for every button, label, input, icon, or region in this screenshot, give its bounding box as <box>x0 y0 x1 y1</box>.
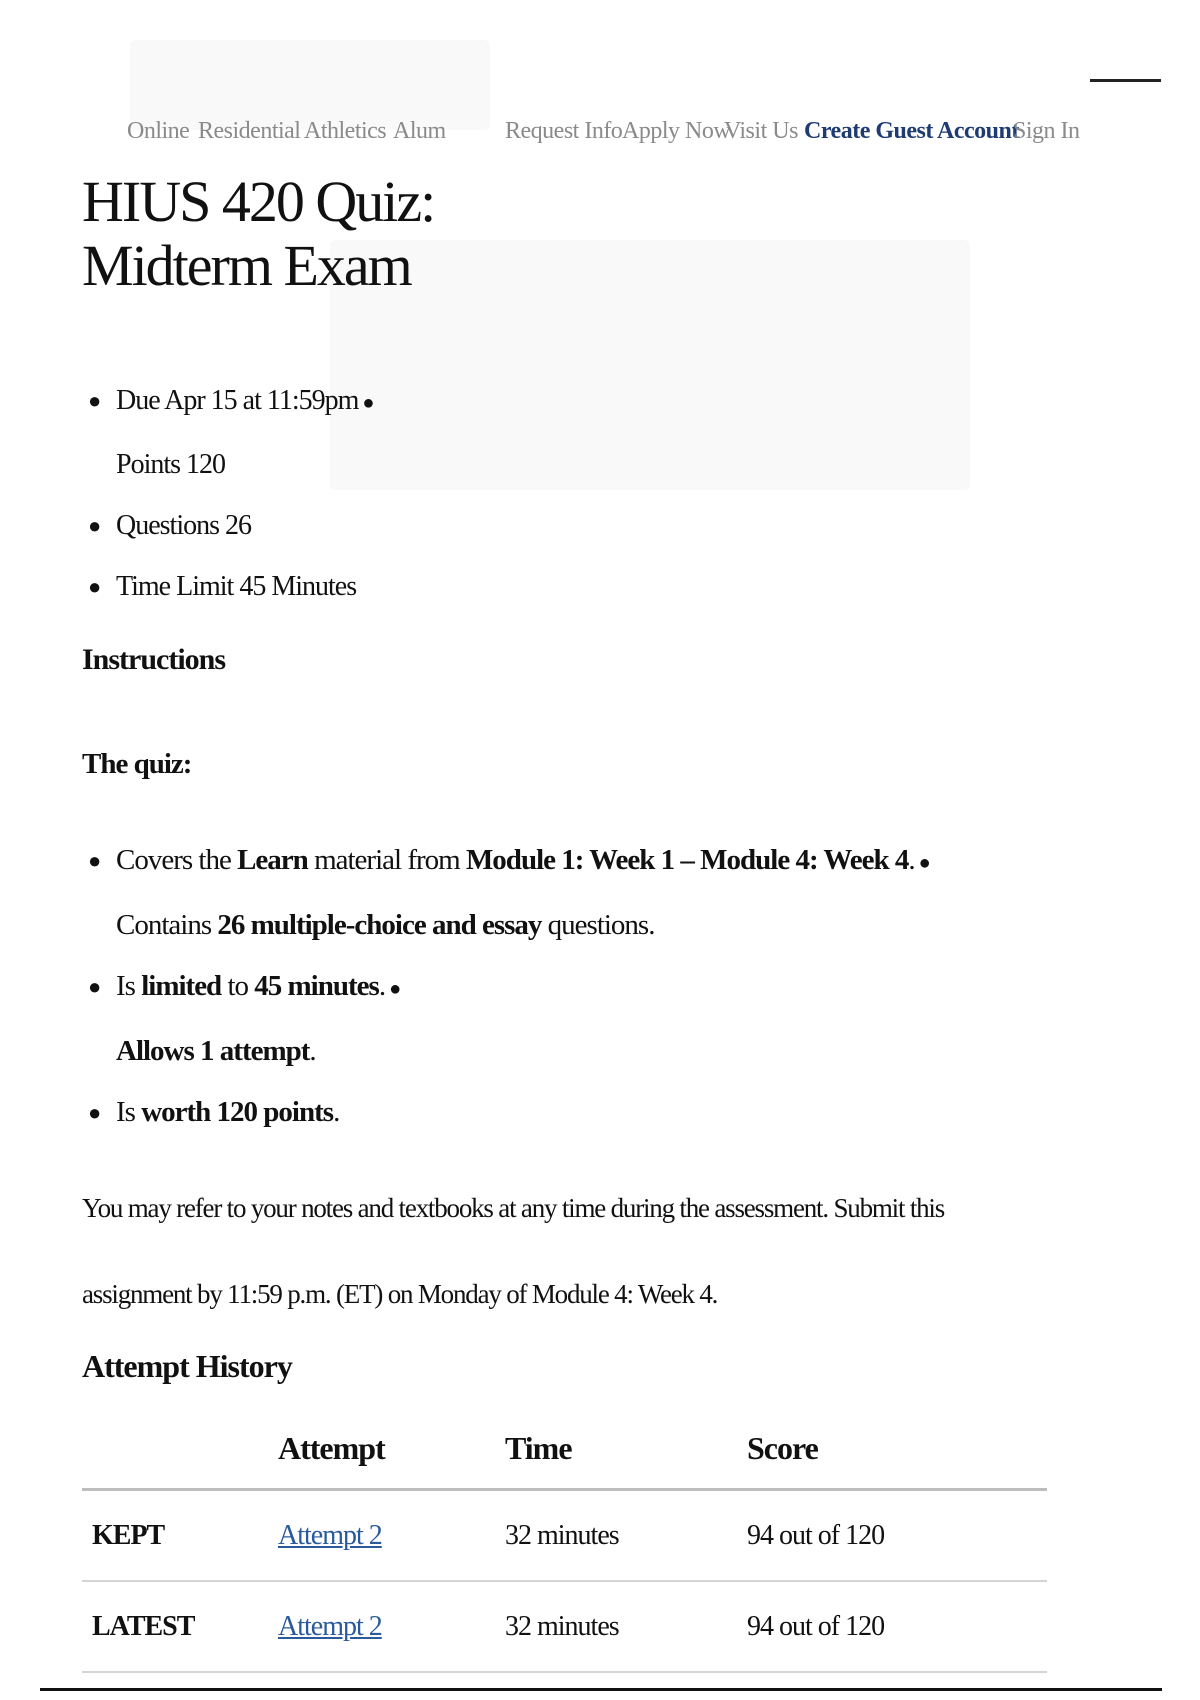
column-header-label <box>82 1408 278 1490</box>
due-date-item <box>82 370 682 495</box>
text: questions. <box>541 908 655 941</box>
top-navigation <box>0 118 1200 158</box>
page-title <box>82 170 682 298</box>
text: Is <box>116 970 142 1002</box>
attempt-history-heading: Attempt History <box>82 1348 292 1384</box>
column-header-score: Score <box>747 1408 1047 1490</box>
paragraph-line2: assignment by 11:59 p.m. (ET) on Monday of Module 4: Week 4. <box>82 1279 718 1309</box>
bullet-icon: ● <box>385 978 401 1000</box>
bold-text: Module 1: Week 1 – Module 4: Week 4 <box>465 844 909 876</box>
bullet-icon: ● <box>88 974 101 999</box>
nav-link-request-info[interactable]: Request Info <box>505 118 623 144</box>
bullet-icon: ● <box>358 392 374 414</box>
nav-link-apply-now[interactable]: Apply Now <box>622 118 731 144</box>
text: . <box>309 1034 316 1067</box>
nav-link-residential[interactable]: Residential <box>198 118 301 144</box>
column-header-time: Time <box>505 1408 747 1490</box>
hamburger-menu-icon[interactable] <box>1090 79 1161 82</box>
bottom-divider <box>40 1688 1162 1691</box>
bullet-icon: ● <box>88 848 101 873</box>
bold-text: Learn <box>237 844 308 876</box>
nav-link-online[interactable]: Online <box>127 118 190 144</box>
attempt-cell <box>278 1490 505 1582</box>
nav-link-alum[interactable]: Alum <box>393 118 446 144</box>
watermark <box>130 40 490 130</box>
quiz-subheading: The quiz: <box>82 748 192 780</box>
instructions-list <box>82 830 982 1144</box>
table-row <box>82 1581 1047 1672</box>
page-title-line2: Midterm Exam <box>82 233 411 298</box>
bullet-icon: ● <box>88 574 101 599</box>
text: . <box>333 1096 340 1128</box>
text: . <box>908 844 915 876</box>
nav-link-athletics[interactable]: Athletics <box>304 118 387 144</box>
time-cell: 32 minutes <box>505 1581 747 1672</box>
bullet-icon: ● <box>88 1100 101 1125</box>
attempt-link[interactable]: Attempt 2 <box>278 1519 382 1551</box>
row-label: KEPT <box>82 1490 278 1582</box>
table-row <box>82 1490 1047 1582</box>
attempt-link[interactable]: Attempt 2 <box>278 1610 382 1642</box>
text: . <box>378 970 386 1002</box>
bullet-icon: ● <box>88 388 101 413</box>
quiz-details-list <box>82 370 682 617</box>
time-limit: Time Limit 45 Minutes <box>116 571 357 602</box>
nav-link-create-guest-account[interactable]: Create Guest Account <box>804 118 1019 144</box>
points: Points 120 <box>116 449 226 480</box>
instruction-worth <box>82 1082 982 1144</box>
bold-text: 26 multiple-choice and essay <box>217 908 542 941</box>
nav-link-sign-in[interactable]: Sign In <box>1013 118 1080 144</box>
bullet-icon: ● <box>88 513 101 538</box>
text: Covers the <box>116 844 238 876</box>
bold-text: worth 120 points <box>141 1096 334 1128</box>
score-cell: 94 out of 120 <box>747 1490 1047 1582</box>
attempt-history-table <box>82 1408 1047 1673</box>
column-header-attempt: Attempt <box>278 1408 505 1490</box>
attempt-cell <box>278 1581 505 1672</box>
bold-text: Allows 1 attempt <box>116 1034 310 1067</box>
bold-text: 45 minutes <box>254 970 379 1002</box>
instructions-heading: Instructions <box>82 643 226 676</box>
time-cell: 32 minutes <box>505 1490 747 1582</box>
questions-count: Questions 26 <box>116 510 251 541</box>
text: Contains <box>116 908 218 941</box>
bullet-icon: ● <box>914 852 930 874</box>
instructions-paragraph <box>82 1165 982 1337</box>
instruction-covers <box>82 830 982 956</box>
row-label: LATEST <box>82 1581 278 1672</box>
text: Is <box>116 1096 142 1128</box>
due-date: Due Apr 15 at 11:59pm <box>116 385 359 416</box>
table-header-row <box>82 1408 1047 1490</box>
nav-link-visit-us[interactable]: Visit Us <box>724 118 798 144</box>
bold-text: limited <box>141 970 222 1002</box>
questions-item <box>82 495 682 556</box>
text: to <box>221 970 255 1002</box>
page-title-line1: HIUS 420 Quiz: <box>82 169 435 234</box>
score-cell: 94 out of 120 <box>747 1581 1047 1672</box>
text: material from <box>307 844 466 876</box>
time-limit-item <box>82 556 682 617</box>
paragraph-line1: You may refer to your notes and textbooks at any time during the assessment. Submit this <box>82 1193 945 1223</box>
instruction-limited <box>82 956 982 1082</box>
